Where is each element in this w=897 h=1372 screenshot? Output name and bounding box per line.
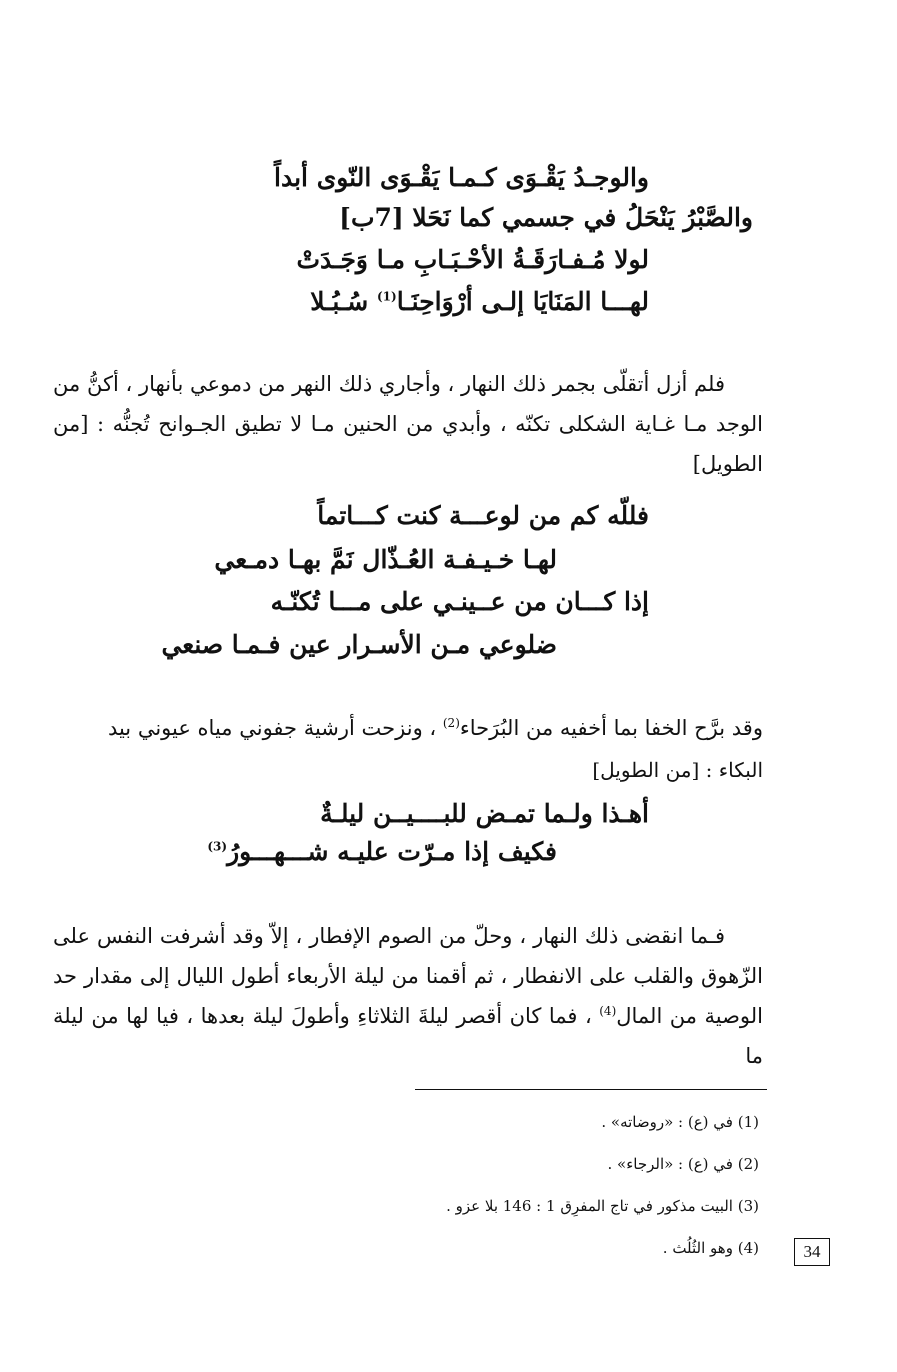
paragraph-3-text-a: فـما انقضى ذلك النهار ، وحلّ من الصوم الإفطار ، إلاّ وقد أشرفت النفس على الزّهوق والقلب على الانفطار ، ثم أقمنا من ليلة الأربعاء أطول الليال إلى مقدار حد الوصية من المال <box>53 924 763 1028</box>
footnote-ref-2: (2) <box>442 716 460 730</box>
footnote-2: (2) في (ع) : «الرجاء» . <box>607 1155 759 1173</box>
paragraph-2-line2: البكاء : [من الطويل] <box>592 758 763 782</box>
footnote-4: (4) وهو الثُلُث . <box>662 1239 759 1257</box>
poem2-line2: لهـا خـيـفـة العُـذّال نَمَّ بهـا دمـعي <box>214 545 557 574</box>
page-number: 34 <box>794 1238 830 1266</box>
paragraph-2-text-a: وقد برَّح الخفا بما أخفيه من البُرَحاء <box>459 716 763 740</box>
poem1-line1: والوجـدُ يَقْـوَى كـمـا يَقْـوَى النّوى أبداً <box>274 163 649 192</box>
poem3-line1: أهـذا ولـما تمـض للبــــيــن ليلـةٌ <box>320 799 649 828</box>
poem1-line4-text: لهـــا المَنَايَا إلـى أرْوَاحِنَـا <box>396 287 649 316</box>
paragraph-2-line1 <box>53 708 763 748</box>
paragraph-3 <box>53 916 763 1076</box>
poem3-line2 <box>207 832 557 872</box>
footnote-ref-1: (1) <box>376 289 397 304</box>
paragraph-2-text-b: ، ونزحت أرشية جفوني مياه عيوني بيد <box>107 716 437 740</box>
footnote-ref-4: (4) <box>599 1004 617 1018</box>
poem1-line2: والصَّبْرُ يَنْحَلُ في جسمي كما نَحَلا [7ب] <box>339 203 753 232</box>
footnote-separator <box>415 1089 767 1090</box>
poem1-line4 <box>310 282 649 322</box>
paragraph-1: فلم أزل أتقلّى بجمر ذلك النهار ، وأجاري ذلك النهر من دموعي بأنهار ، أكنُّ من الوجد مـا غـاية الشكلى تكنّه ، وأبدي من الحنين مـا لا تطيق الجـوانح تُجنُّه : [من الطويل] <box>53 372 763 476</box>
poem3-line2-text: فكيف إذا مـرّت عليـه شـــهـــورُ <box>227 837 557 866</box>
footnote-ref-3: (3) <box>207 839 228 854</box>
poem2-line3: إذا كـــان من عــينـي على مـــا تُكنّـه <box>270 587 649 616</box>
footnote-1: (1) في (ع) : «روضاته» . <box>601 1113 759 1131</box>
poem1-line4-end: سُـبُـلا <box>310 287 369 316</box>
poem1-line3: لولا مُـفـارَقَـةُ الأحْـبَـابِ مـا وَجَـدَتْ <box>296 245 649 274</box>
footnote-3: (3) البيت مذكور في تاج المفرِق 1 : 146 بلا عزو . <box>446 1197 759 1215</box>
paragraph-3-text-b: ، فما كان أقصر ليلةَ الثلاثاءِ وأطولَ ليلة بعدها ، فيا لها من ليلة ما <box>53 1004 763 1068</box>
poem2-line4: ضلوعي مـن الأسـرار عين فـمـا صنعي <box>161 630 557 659</box>
poem2-line1: فللّه كم من لوعـــة كنت كـــاتماً <box>317 501 649 530</box>
